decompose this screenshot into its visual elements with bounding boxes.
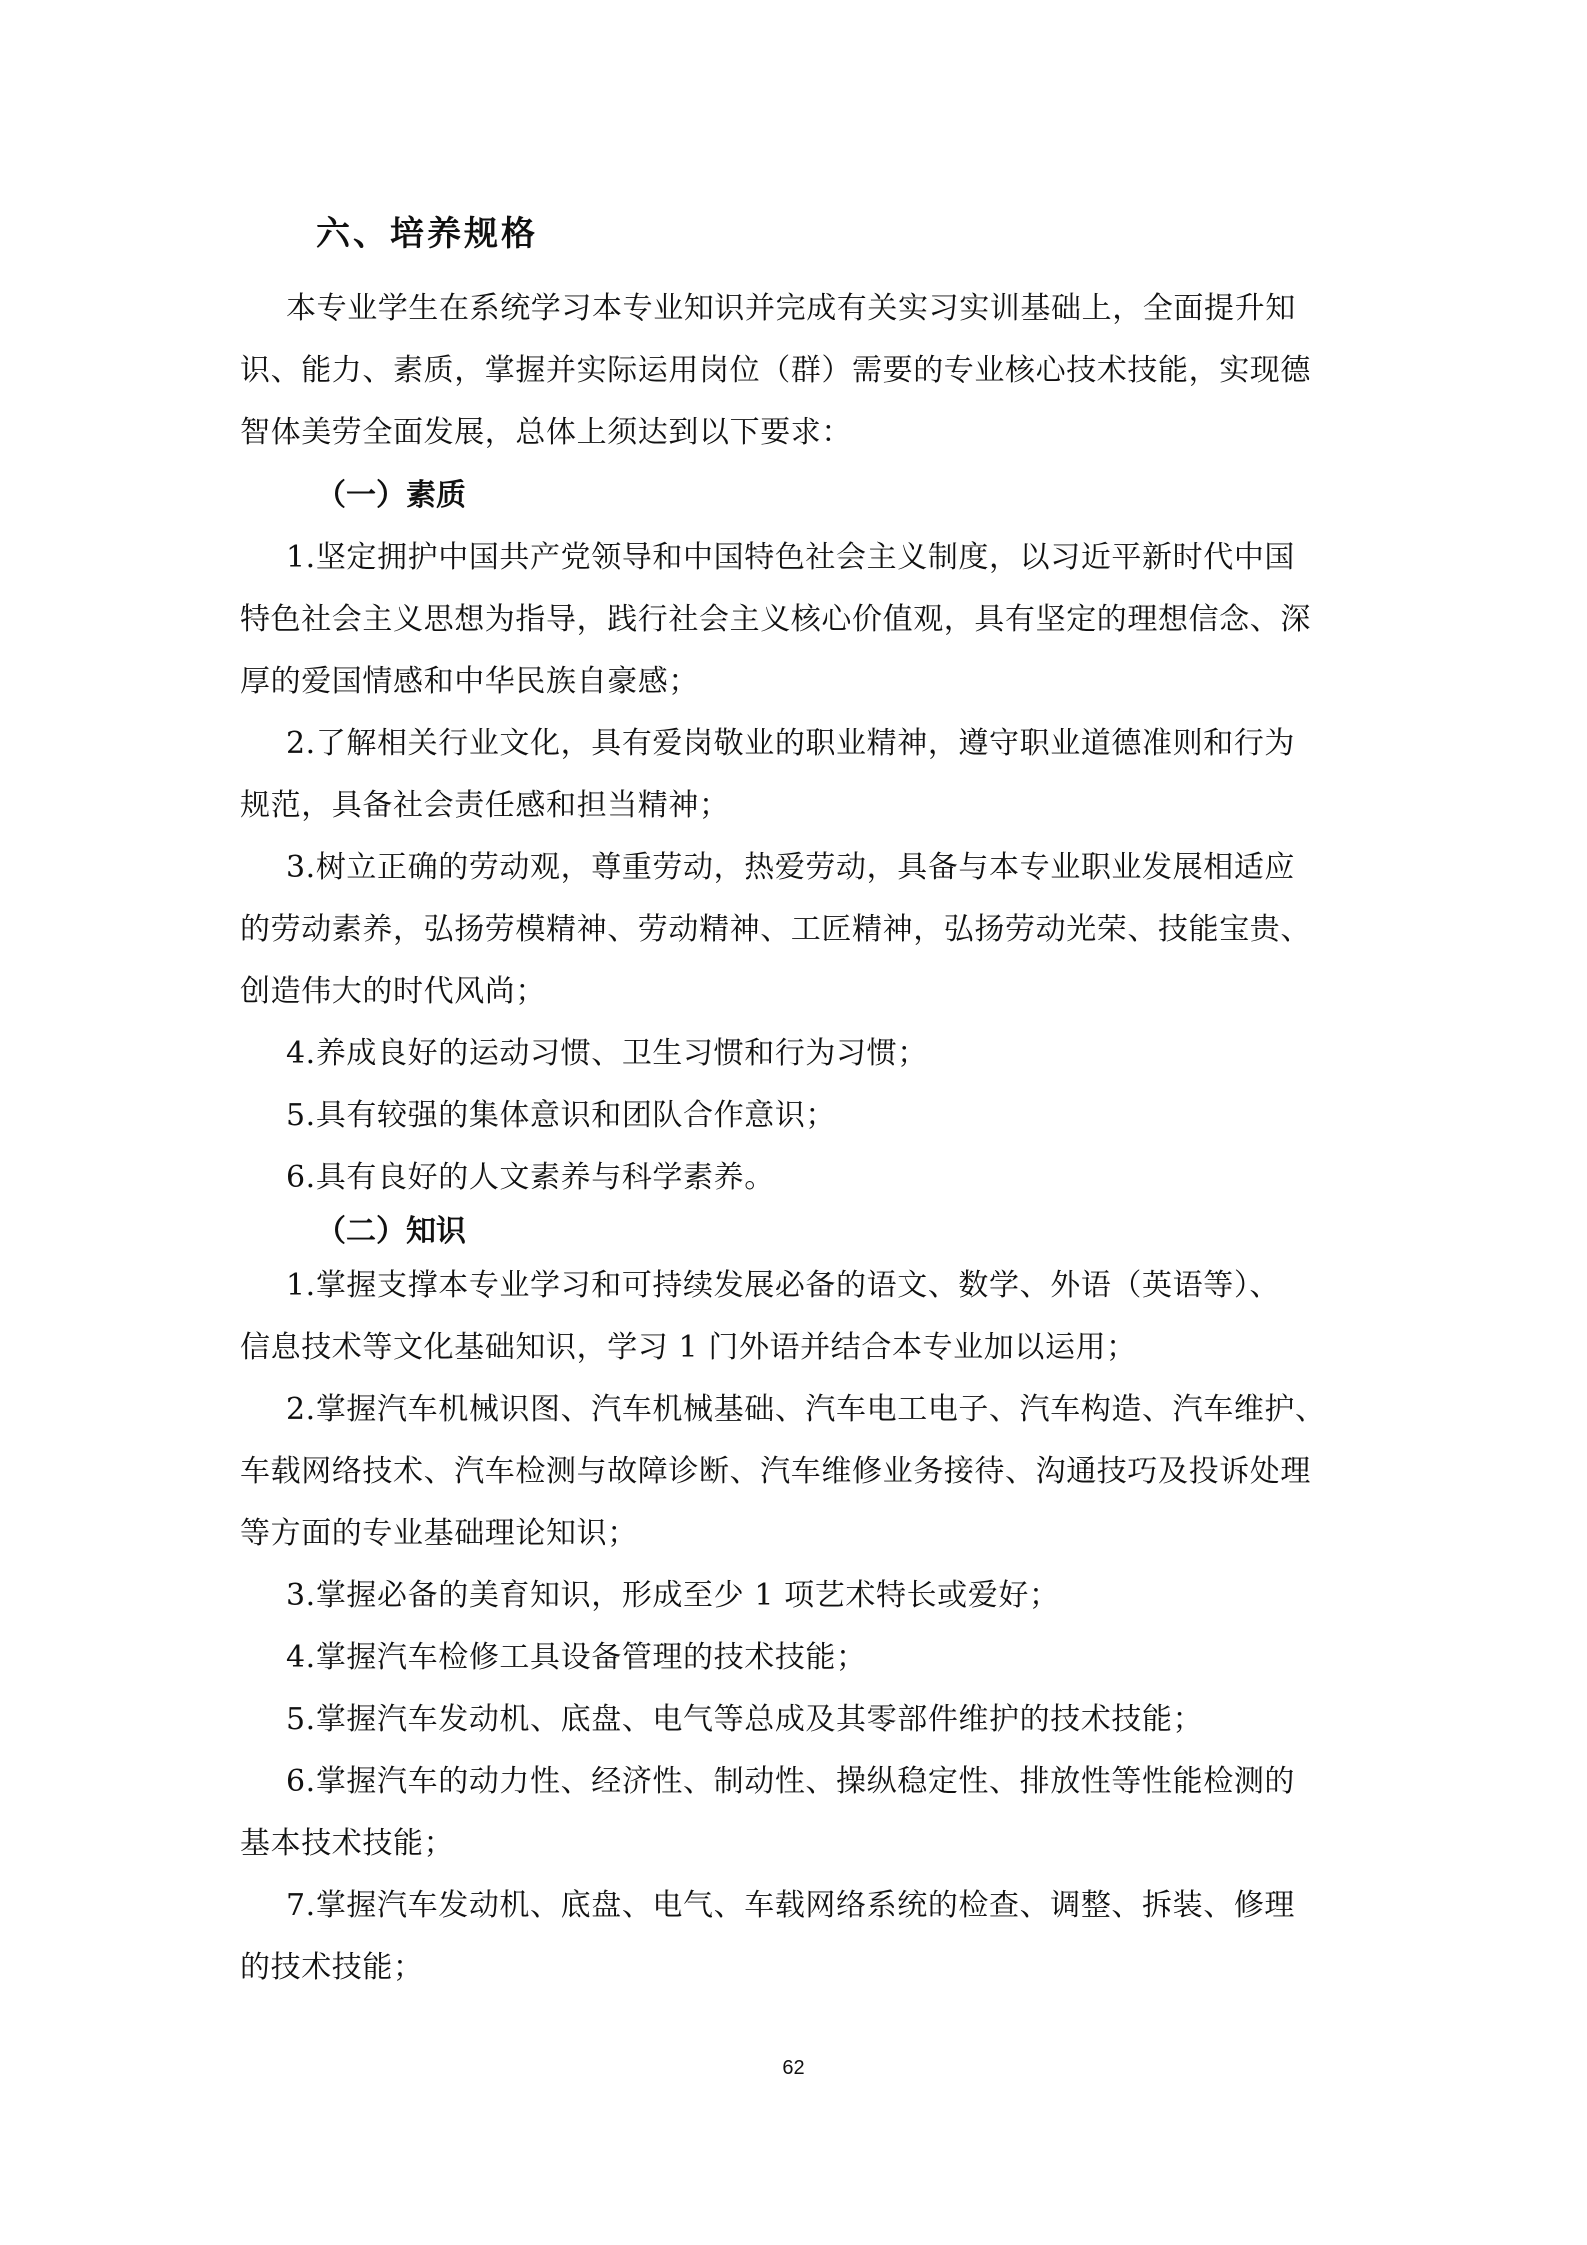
page-number: 62 [782, 2057, 805, 2079]
quality-line: 6.具有良好的人文素养与科学素养。 [286, 1160, 775, 1195]
quality-line: 规范，具备社会责任感和担当精神； [240, 788, 730, 823]
knowledge-line: 信息技术等文化基础知识，学习 1 门外语并结合本专业加以运用； [240, 1330, 1137, 1365]
knowledge-line: 3.掌握必备的美育知识，形成至少 1 项艺术特长或爱好； [286, 1578, 1060, 1613]
knowledge-line: 等方面的专业基础理论知识； [240, 1516, 638, 1551]
quality-line: 厚的爱国情感和中华民族自豪感； [240, 664, 699, 699]
quality-line: 4.养成良好的运动习惯、卫生习惯和行为习惯； [286, 1036, 928, 1071]
knowledge-line: 1.掌握支撑本专业学习和可持续发展必备的语文、数学、外语（英语等）、 [286, 1268, 1281, 1303]
knowledge-line: 的技术技能； [240, 1950, 424, 1985]
quality-line: 的劳动素养，弘扬劳模精神、劳动精神、工匠精神，弘扬劳动光荣、技能宝贵、 [240, 912, 1311, 947]
knowledge-line: 车载网络技术、汽车检测与故障诊断、汽车维修业务接待、沟通技巧及投诉处理 [240, 1454, 1311, 1489]
intro-line-3: 智体美劳全面发展，总体上须达到以下要求： [240, 415, 852, 450]
quality-line: 创造伟大的时代风尚； [240, 974, 546, 1009]
knowledge-line: 5.掌握汽车发动机、底盘、电气等总成及其零部件维护的技术技能； [286, 1702, 1204, 1737]
quality-line: 3.树立正确的劳动观，尊重劳动，热爱劳动，具备与本专业职业发展相适应 [286, 850, 1296, 885]
quality-line: 2.了解相关行业文化，具有爱岗敬业的职业精神，遵守职业道德准则和行为 [286, 726, 1296, 761]
knowledge-line: 6.掌握汽车的动力性、经济性、制动性、操纵稳定性、排放性等性能检测的 [286, 1764, 1296, 1799]
quality-line: 5.具有较强的集体意识和团队合作意识； [286, 1098, 837, 1133]
quality-heading: （一）素质 [316, 478, 466, 513]
quality-line: 特色社会主义思想为指导，践行社会主义核心价值观，具有坚定的理想信念、深 [240, 602, 1311, 637]
knowledge-line: 基本技术技能； [240, 1826, 455, 1861]
knowledge-line: 2.掌握汽车机械识图、汽车机械基础、汽车电工电子、汽车构造、汽车维护、 [286, 1392, 1326, 1427]
knowledge-line: 4.掌握汽车检修工具设备管理的技术技能； [286, 1640, 867, 1675]
quality-line: 1.坚定拥护中国共产党领导和中国特色社会主义制度，以习近平新时代中国 [286, 540, 1296, 575]
knowledge-heading: （二）知识 [316, 1214, 466, 1249]
intro-line-2: 识、能力、素质，掌握并实际运用岗位（群）需要的专业核心技术技能，实现德 [240, 353, 1311, 388]
section-title: 六、培养规格 [316, 214, 538, 254]
knowledge-line: 7.掌握汽车发动机、底盘、电气、车载网络系统的检查、调整、拆装、修理 [286, 1888, 1296, 1923]
intro-line-1: 本专业学生在系统学习本专业知识并完成有关实习实训基础上，全面提升知 [286, 291, 1296, 326]
